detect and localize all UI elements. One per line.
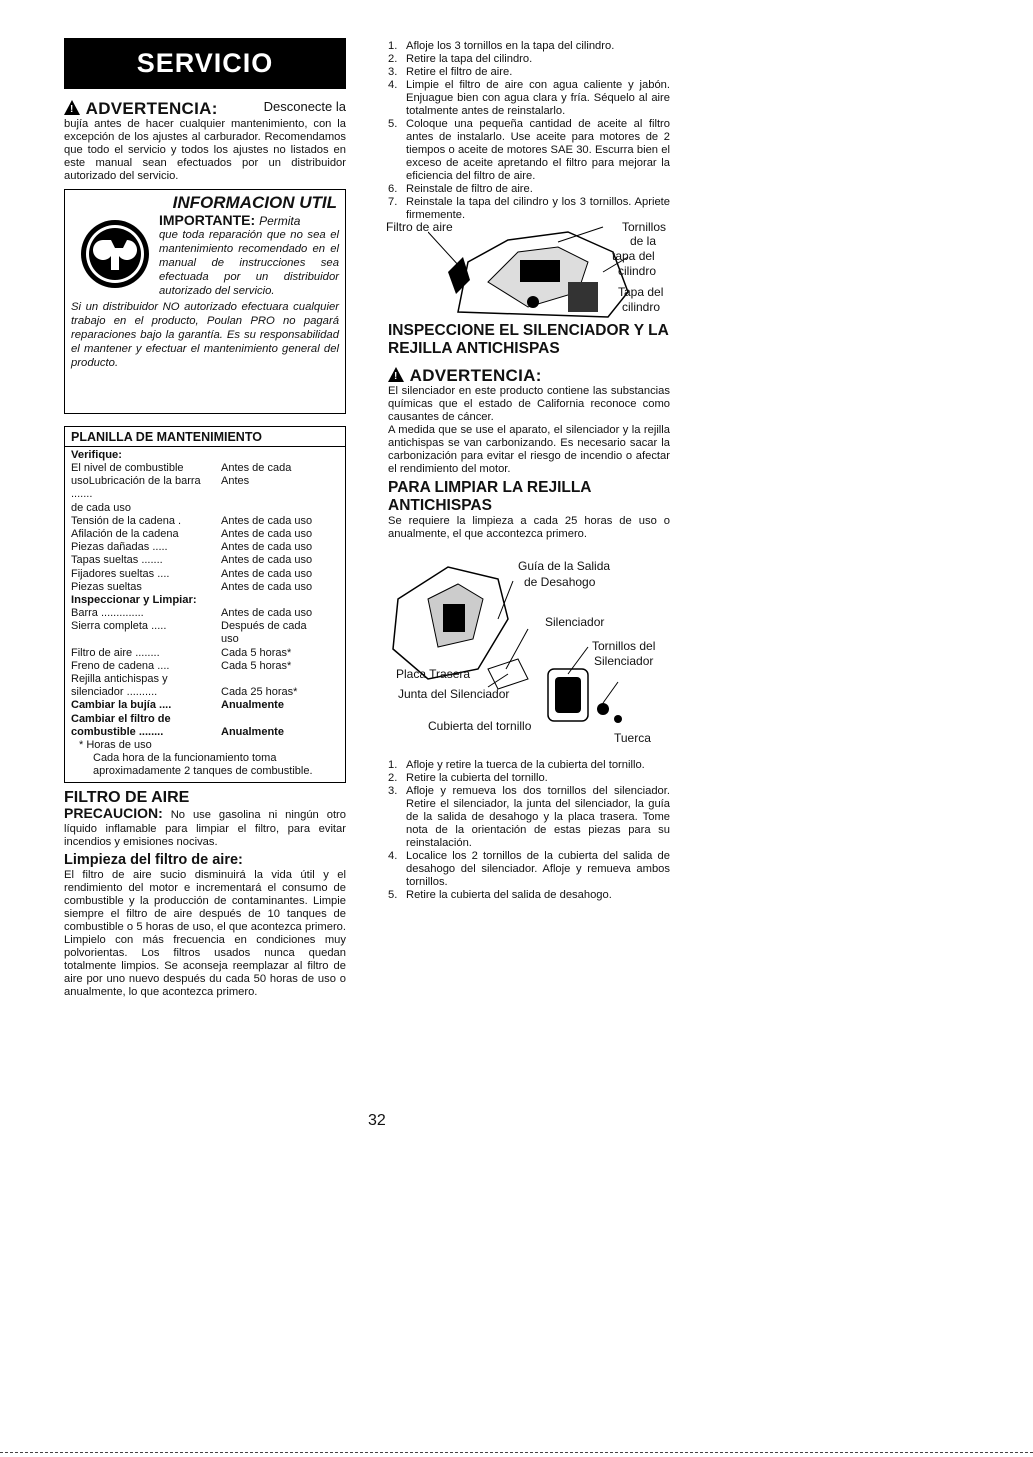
table-cell-item: silenciador .......... bbox=[71, 686, 158, 699]
muffler-figure bbox=[388, 559, 670, 759]
table-cell-interval: Anualmente bbox=[221, 699, 284, 712]
step-number: 7. bbox=[388, 196, 398, 208]
list-item bbox=[388, 759, 670, 772]
list-item bbox=[388, 79, 670, 118]
fig2-label-cubierta: Cubierta del tornillo bbox=[428, 719, 532, 733]
inspect-heading: Inspeccionar y Limpiar: bbox=[71, 594, 197, 607]
fig1-label-screws: Tornillos bbox=[622, 220, 667, 234]
list-item bbox=[388, 772, 670, 785]
table-cell-interval: Antes de cada bbox=[221, 462, 292, 474]
list-item bbox=[388, 118, 670, 183]
maintenance-title: PLANILLA DE MANTENIMIENTO bbox=[65, 430, 345, 447]
table-row bbox=[71, 462, 339, 475]
table-cell-item: Cambiar la bujía .... bbox=[71, 699, 172, 712]
table-cell-interval: Cada 5 horas* bbox=[221, 646, 292, 659]
info-title bbox=[71, 194, 337, 212]
wrench-icon bbox=[79, 218, 151, 290]
fig1-label-de-la: de la bbox=[630, 234, 657, 248]
step-text: Retire el filtro de aire. bbox=[406, 66, 513, 78]
table-cell-interval: Antes bbox=[221, 475, 250, 488]
list-item bbox=[388, 785, 670, 850]
filter-cleaning-heading: Limpieza del filtro de aire: bbox=[64, 851, 243, 868]
table-row bbox=[71, 620, 339, 633]
list-item bbox=[388, 53, 670, 66]
table-cell-interval: Cada 5 horas* bbox=[221, 659, 292, 672]
fig1-label-cilindro: cilindro bbox=[618, 264, 657, 278]
table-row bbox=[71, 581, 339, 594]
fig1-label-tapa: tapa del bbox=[612, 249, 655, 263]
list-item bbox=[388, 850, 670, 889]
step-number: 5. bbox=[388, 889, 398, 901]
table-cell-interval bbox=[221, 502, 339, 515]
warning2-body1: El silenciador en este producto contiene las substancias químicas que el estado de California reconoce como causantes de cáncer. bbox=[388, 385, 670, 423]
table-cell-interval: Antes de cada uso bbox=[221, 567, 313, 580]
step-number: 4. bbox=[388, 850, 398, 862]
table-cell-item: Filtro de aire ........ bbox=[71, 646, 160, 659]
step-number: 5. bbox=[388, 118, 398, 130]
fig2-label-silenciador: Silenciador bbox=[545, 615, 605, 629]
info-indented-text: que toda reparación que no sea el mantenimiento recomendado en el manual de instrucciones sea efectuada por un distribuidor autorizado del servicio. bbox=[159, 229, 339, 297]
clean-heading: PARA LIMPIAR LA REJILLA ANTICHISPAS bbox=[388, 479, 591, 514]
step-text: Reinstale de filtro de aire. bbox=[406, 183, 533, 195]
chainsaw-top-illustration bbox=[428, 222, 648, 320]
caution-label: PRECAUCION: bbox=[64, 805, 163, 822]
table-cell-item: Afilación de la cadena bbox=[71, 528, 179, 541]
table-cell-interval: Cada 25 horas* bbox=[221, 686, 298, 699]
step-number: 6. bbox=[388, 183, 398, 195]
fig2-label-placa: Placa Trasera bbox=[396, 667, 471, 681]
table-cell-item bbox=[71, 633, 221, 646]
table-cell-interval: uso bbox=[221, 633, 239, 646]
step-text: Afloje los 3 tornillos en la tapa del cilindro. bbox=[406, 40, 615, 52]
table-cell-interval: Después de cada bbox=[221, 620, 307, 633]
table-row bbox=[71, 633, 339, 646]
air-filter-figure bbox=[388, 222, 670, 320]
step-number: 2. bbox=[388, 53, 398, 65]
maintenance-table bbox=[64, 426, 346, 783]
table-cell-interval bbox=[221, 713, 339, 726]
info-box bbox=[64, 189, 346, 414]
hours-note: * Horas de uso bbox=[79, 739, 152, 752]
table-cell-item: usoLubricación de la barra ....... bbox=[71, 475, 201, 501]
right-column bbox=[388, 40, 670, 902]
air-filter-heading: FILTRO DE AIRE bbox=[64, 789, 190, 807]
step-text: Retire la cubierta del tornillo. bbox=[406, 772, 548, 784]
important-text: Permita bbox=[259, 214, 301, 228]
step-number: 4. bbox=[388, 79, 398, 91]
table-cell-item: Barra .............. bbox=[71, 607, 144, 620]
table-row bbox=[71, 475, 339, 501]
filter-steps bbox=[388, 40, 670, 222]
step-text: Reinstale la tapa del cilindro y los 3 tornillos. Apriete firmemente. bbox=[406, 196, 670, 221]
fig2-label-junta: Junta del Silenciador bbox=[398, 687, 510, 701]
step-text: Retire la cubierta del salida de desahogo. bbox=[406, 889, 612, 901]
table-row bbox=[71, 699, 339, 712]
table-row bbox=[71, 660, 339, 673]
table-cell-interval bbox=[221, 673, 339, 686]
table-row bbox=[71, 607, 339, 620]
inspect-rows bbox=[71, 607, 339, 699]
step-text: Limpie el filtro de aire con agua caliente y jabón. Enjuague bien con agua clara y fría. Séquelo al aire totalmente antes de reinstalarlo. bbox=[406, 79, 670, 117]
table-cell-item: Rejilla antichispas y bbox=[71, 673, 168, 686]
verify-heading: Verifique: bbox=[71, 449, 122, 461]
table-cell-item: Piezas sueltas bbox=[71, 580, 142, 593]
step-text: Coloque una pequeña cantidad de aceite al filtro antes de instalarlo. Use aceite para motores de 2 tiempos o aceite de motores SAE 30. Escurra bien el exceso de aceite apretando el filtro para mejorar la eficiencia del filtro de aire. bbox=[406, 118, 670, 182]
table-row bbox=[71, 528, 339, 541]
table-row bbox=[71, 554, 339, 567]
table-row bbox=[71, 686, 339, 699]
list-item bbox=[388, 889, 670, 902]
step-text: Localice los 2 tornillos de la cubierta del salida de desahogo del silenciador. Afloje y remueva ambos tornillos. bbox=[406, 850, 670, 888]
caution-text: No use gasolina ni ningún otro líquido inflamable para limpiar el filtro, para evitar incendios y emisiones nocivas. bbox=[64, 809, 346, 849]
fig2-label-torn2: Silenciador bbox=[594, 654, 654, 668]
step-number: 1. bbox=[388, 40, 398, 52]
warning-lead: Desconecte la bbox=[263, 99, 346, 114]
fig2-label-torn1: Tornillos del bbox=[592, 639, 656, 653]
step-number: 3. bbox=[388, 66, 398, 78]
page-number: 32 bbox=[368, 1112, 386, 1129]
fig2-label-tuerca: Tuerca bbox=[614, 731, 651, 745]
table-cell-item: Freno de cadena .... bbox=[71, 659, 170, 672]
list-item bbox=[388, 40, 670, 53]
caution-paragraph bbox=[64, 807, 346, 850]
table-cell-interval: Antes de cada uso bbox=[221, 580, 313, 593]
table-cell-item: Tensión de la cadena . bbox=[71, 514, 182, 527]
step-text: Retire la tapa del cilindro. bbox=[406, 53, 533, 65]
table-cell-interval: Antes de cada uso bbox=[221, 514, 313, 527]
inspect-heading-right: INSPECCIONE EL SILENCIADOR Y LA REJILLA ANTICHISPAS bbox=[388, 322, 669, 357]
fig2-label-guia1: Guía de la Salida bbox=[518, 559, 611, 573]
table-row bbox=[71, 713, 339, 726]
info-title-text: INFORMACION UTIL bbox=[172, 193, 337, 212]
replace-rows bbox=[71, 699, 339, 739]
warning-heading bbox=[64, 99, 346, 118]
fig1-label-tapa2: Tapa del bbox=[618, 285, 664, 299]
info-body: Si un distribuidor NO autorizado efectuara cualquier trabajo en el producto, Poulan PRO no pagará reparaciones bajo la garantía. Es su responsabilidad el mantener y efectuar el mantenimiento general del producto. bbox=[71, 301, 339, 369]
list-item bbox=[388, 183, 670, 196]
verify-rows bbox=[71, 462, 339, 594]
step-text: Afloje y remueva los dos tornillos del silenciador. Retire el silenciador, la junta del silenciador, la guía de la salida de desahogo y la placa trasera. Tome nota de la orientación de estas piezas para su reinstalación. bbox=[406, 785, 670, 849]
muffler-steps bbox=[388, 759, 670, 902]
table-row bbox=[71, 502, 339, 515]
table-row bbox=[71, 647, 339, 660]
warning2-label: ADVERTENCIA: bbox=[409, 366, 542, 385]
table-cell-item: de cada uso bbox=[71, 501, 131, 514]
step-number: 3. bbox=[388, 785, 398, 797]
table-cell-item: Sierra completa ..... bbox=[71, 620, 167, 633]
table-cell-interval: Antes de cada uso bbox=[221, 554, 313, 567]
fig1-label-filter: Filtro de aire bbox=[386, 220, 453, 234]
important-line bbox=[159, 212, 339, 228]
list-item bbox=[388, 196, 670, 222]
left-column bbox=[64, 38, 346, 999]
fig1-label-cilindro2: cilindro bbox=[622, 300, 661, 314]
section-banner: SERVICIO bbox=[64, 38, 346, 89]
step-text: Afloje y retire la tuerca de la cubierta del tornillo. bbox=[406, 759, 645, 771]
table-cell-item: Piezas dañadas ..... bbox=[71, 541, 168, 554]
table-row bbox=[71, 726, 339, 739]
table-row bbox=[71, 673, 339, 686]
table-row bbox=[71, 568, 339, 581]
table-cell-item: Cambiar el filtro de bbox=[71, 712, 171, 725]
page-bottom-rule bbox=[0, 1452, 1033, 1453]
table-row bbox=[71, 541, 339, 554]
warning2-icon bbox=[388, 367, 404, 382]
warning-body: bujía antes de hacer cualquier mantenimiento, con la excepción de los ajustes al carburador. Recomendamos que todo el servicio y todos los ajustes no listados en este manual sean efectuados por un distribuidor autorizado del servicio. bbox=[64, 118, 346, 182]
warning-label: ADVERTENCIA: bbox=[85, 99, 218, 118]
table-cell-interval: Anualmente bbox=[221, 725, 284, 738]
clean-text: Se requiere la limpieza a cada 25 horas de uso o anualmente, el que accontezca primero. bbox=[388, 515, 670, 540]
warning2-body2: A medida que se use el aparato, el silenciador y la rejilla antichispas se van carbonizando. Es necesario sacar la carbonización para evitar el riesgo de incendio o afectar el rendimiento del motor. bbox=[388, 424, 670, 475]
table-cell-interval: Antes de cada uso bbox=[221, 541, 313, 554]
table-cell-item: Tapas sueltas ....... bbox=[71, 554, 163, 567]
list-item bbox=[388, 66, 670, 79]
table-row bbox=[71, 515, 339, 528]
important-label: IMPORTANTE: bbox=[159, 212, 256, 228]
tank-note: Cada hora de la funcionamiento toma aproximadamente 2 tanques de combustible. bbox=[93, 752, 313, 778]
table-cell-item: Fijadores sueltas .... bbox=[71, 567, 170, 580]
table-cell-interval: Antes de cada uso bbox=[221, 607, 313, 620]
warning2-heading bbox=[388, 366, 670, 385]
step-number: 1. bbox=[388, 759, 398, 771]
table-cell-interval: Antes de cada uso bbox=[221, 528, 313, 541]
step-number: 2. bbox=[388, 772, 398, 784]
warning-icon bbox=[64, 100, 80, 115]
table-cell-item: El nivel de combustible bbox=[71, 462, 184, 474]
filter-cleaning-body: El filtro de aire sucio disminuirá la vida útil y el rendimiento del motor e incrementará el consumo de combustible y la producción de contaminantes. Limpie siempre el filtro de aire después de 10 tanques de combustible o 5 horas de uso, el que acontezca primero. Limpielo con más frecuencia en condiciones muy polvorientas. Los filtros usados nunca quedan totalmente limpios. Se aconseja reemplazar al filtro de aire por uno nuevo después du cada 50 horas de uso o anualmente, lo que acontezca primero. bbox=[64, 868, 346, 998]
fig2-label-guia2: de Desahogo bbox=[524, 575, 596, 589]
table-cell-item: combustible ........ bbox=[71, 725, 164, 738]
